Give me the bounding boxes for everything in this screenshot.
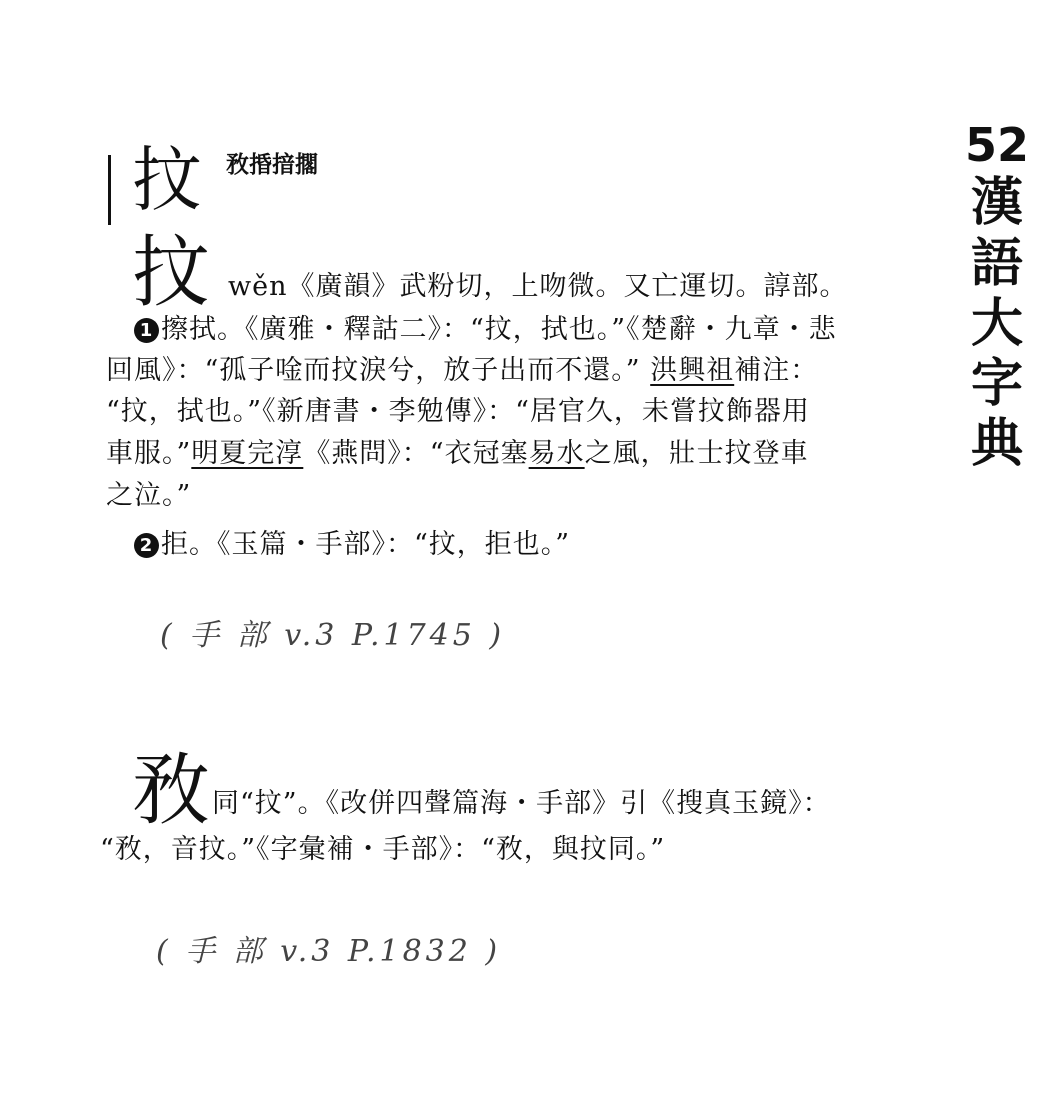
sense1-line5: 之泣。”	[106, 480, 192, 511]
entry-divider-bar	[108, 155, 111, 225]
head-character: 抆	[132, 228, 211, 318]
sense1-line2: 回風》：“孤子唫而抆淚兮，放子出而不還。” 洪興祖補注：	[106, 355, 819, 386]
person-name: 明夏完淳	[191, 438, 304, 469]
entry2-line2: “敄，音抆。”《字彙補・手部》：“敄，與抆同。”	[100, 834, 666, 865]
page-number: 52	[964, 118, 1029, 172]
entry2-line1: 同“抆”。《改併四聲篇海・手部》引《搜真玉鏡》：	[212, 788, 831, 819]
sense1-line1: 1 擦拭。《廣雅・釋詁二》：“抆，拭也。”《楚辭・九章・悲	[134, 316, 837, 343]
sense1-line4: 車服。”明夏完淳《燕問》：“衣冠塞易水之風，壯士抆登車	[106, 438, 809, 469]
place-name: 易水	[528, 438, 585, 469]
title-char: 典	[970, 414, 1023, 475]
variant-characters: 敄捪揞擱	[226, 152, 318, 178]
sense-marker-1: 1	[134, 318, 159, 343]
title-char: 語	[970, 233, 1023, 294]
dictionary-title-vertical	[962, 118, 1032, 475]
sense1-line3: “抆，拭也。”《新唐書・李勉傳》：“居官久，未嘗抆飾器用	[106, 396, 810, 427]
sense-marker-2: 2	[134, 533, 159, 558]
sense2-line: 2 拒。《玉篇・手部》：“抆，拒也。”	[134, 531, 570, 558]
head-character: 敄	[132, 746, 211, 836]
title-char: 漢	[970, 173, 1023, 234]
title-char: 字	[970, 354, 1023, 415]
handwritten-reference-note: ( 手 部 v.3 P.1832 )	[156, 934, 502, 969]
handwritten-reference-note: ( 手 部 v.3 P.1745 )	[160, 618, 506, 653]
title-char: 大	[970, 293, 1023, 354]
person-name: 洪興祖	[650, 355, 735, 386]
pronunciation-line: wěn《廣韻》武粉切，上吻微。又亡運切。諄部。	[228, 271, 848, 302]
small-head-character: 抆	[132, 139, 202, 221]
